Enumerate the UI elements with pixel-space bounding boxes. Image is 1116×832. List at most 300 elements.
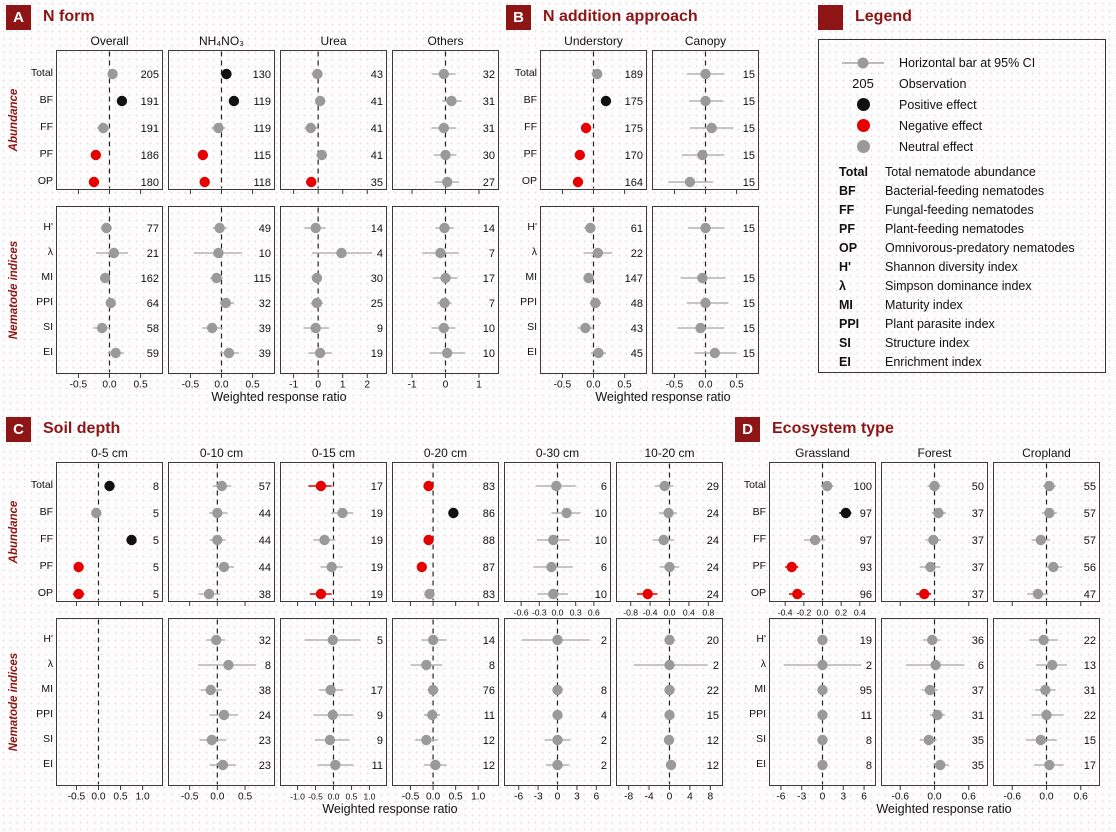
neutral-effect-point [207, 323, 217, 333]
row-label-ff: FF [40, 121, 53, 133]
neutral-effect-point [224, 348, 234, 358]
neutral-effect-point [552, 685, 562, 695]
axis-tick-label: 0.0 [816, 607, 829, 618]
neutral-effect-point [421, 660, 431, 670]
neutral-effect-point [1048, 562, 1058, 572]
neutral-effect-point [439, 223, 449, 233]
forest-column [280, 446, 387, 802]
abundance-forest-panel [168, 50, 275, 206]
neutral-effect-point [710, 348, 720, 358]
negative-effect-point [573, 177, 583, 187]
neutral-effect-point [552, 760, 562, 770]
neutral-effect-point [337, 508, 347, 518]
neutral-effect-point [328, 710, 338, 720]
observation-count: 24 [706, 562, 719, 574]
neutral-effect-point [700, 223, 710, 233]
legend-square-icon [818, 5, 843, 30]
neutral-effect-point [213, 248, 223, 258]
observation-count: 23 [258, 760, 271, 772]
negative-effect-point [200, 177, 210, 187]
observation-count: 83 [482, 481, 495, 493]
neutral-effect-point [664, 660, 674, 670]
observation-count: 8 [264, 660, 271, 672]
negative-effect-point [198, 150, 208, 160]
negative-effect-point [787, 562, 797, 572]
axis-tick-label: 0.5 [133, 379, 148, 390]
panel-header [506, 4, 780, 30]
legend-observation-row [827, 73, 1097, 94]
observation-count: 15 [1083, 735, 1096, 747]
row-label-ff: FF [524, 121, 537, 133]
observation-count: 2 [600, 735, 607, 747]
observation-count: 29 [706, 481, 719, 493]
neutral-effect-point [929, 481, 939, 491]
observation-count: 7 [488, 248, 495, 260]
neutral-effect-point [700, 96, 710, 106]
observation-count: 39 [258, 323, 271, 335]
forest-column [881, 446, 988, 802]
panel-group-ecosystem-type [735, 416, 1113, 816]
observation-count: 38 [258, 589, 271, 601]
axis-tick-label: -0.5 [67, 791, 86, 802]
neutral-effect-point [100, 273, 110, 283]
axis-tick-label: 0.0 [214, 379, 229, 390]
observation-count: 44 [258, 562, 271, 574]
axis-tick-label: -0.6 [513, 607, 529, 618]
panel-group-n-addition-approach [506, 4, 780, 404]
axis-tick-label: -0.5 [665, 379, 684, 390]
axis-tick-label: 0.0 [327, 791, 340, 802]
neutral-effect-point [552, 710, 562, 720]
observation-count: 10 [482, 323, 495, 335]
neutral-effect-point [207, 735, 217, 745]
legend-spacer [827, 157, 1097, 165]
row-label-total: Total [30, 67, 53, 79]
indices-forest-panel [168, 618, 275, 802]
abbreviation-term: H' [839, 260, 851, 274]
legend-effect-label: Neutral effect [899, 139, 974, 154]
observation-count: 2 [712, 660, 719, 672]
abbreviation-term: FF [839, 203, 855, 217]
axis-tick-label: -0.5 [180, 791, 199, 802]
axis-tick-label: 1 [339, 379, 346, 390]
observation-count: 5 [152, 589, 159, 601]
observation-count: 15 [742, 348, 755, 360]
observation-count: 2 [865, 660, 872, 672]
abbreviation-definition: Total nematode abundance [885, 165, 1036, 179]
observation-count: 12 [482, 735, 495, 747]
forest-columns [56, 34, 499, 390]
observation-count: 37 [971, 535, 984, 547]
observation-count: 12 [482, 760, 495, 772]
indices-forest-panel [280, 618, 387, 802]
legend-effect-row [827, 94, 1097, 115]
neutral-effect-point [325, 735, 335, 745]
observation-count: 93 [859, 562, 872, 574]
observation-count: 8 [152, 481, 159, 493]
observation-count: 17 [370, 685, 383, 697]
row-label-bf: BF [752, 506, 766, 518]
abbreviation-term: λ [839, 279, 846, 293]
positive-effect-point [601, 96, 611, 106]
observation-count: 180 [140, 177, 159, 189]
abbreviation-term: MI [839, 298, 853, 312]
neutral-effect-point [107, 69, 117, 79]
axis-tick-label: -0.4 [777, 607, 793, 618]
axis-tick-label: -0.5 [553, 379, 572, 390]
neutral-effect-point [700, 298, 710, 308]
neutral-effect-point [428, 635, 438, 645]
abbreviation-term: OP [839, 241, 858, 255]
panel-letter-b: B [506, 5, 531, 30]
forest-column [392, 446, 499, 802]
abbreviation-definition: Simpson dominance index [885, 279, 1032, 293]
observation-count: 147 [624, 273, 643, 285]
observation-count: 119 [253, 96, 271, 108]
observation-count: 61 [630, 223, 643, 235]
negative-effect-point [792, 589, 802, 599]
panel-header [6, 4, 502, 30]
neutral-effect-point [212, 535, 222, 545]
observation-count: 22 [1083, 635, 1096, 647]
observation-count: 25 [370, 298, 383, 310]
observation-count: 19 [859, 635, 872, 647]
neutral-effect-point [925, 562, 935, 572]
row-label-index: EI [43, 758, 53, 770]
neutral-effect-point [98, 123, 108, 133]
neutral-effect-point [1040, 685, 1050, 695]
axis-tick-label: 0.0 [102, 379, 117, 390]
neutral-effect-point [442, 348, 452, 358]
observation-count: 19 [370, 508, 383, 520]
abundance-forest-panel [540, 50, 647, 206]
neutral-effect-point [552, 735, 562, 745]
axis-tick-label: 0.4 [682, 607, 695, 618]
negative-effect-point [575, 150, 585, 160]
observation-example-value: 205 [852, 76, 874, 91]
row-label-index: λ [47, 658, 53, 670]
indices-forest-panel [56, 206, 163, 390]
indices-forest-panel [540, 206, 647, 390]
row-label-bf: BF [523, 94, 537, 106]
observation-count: 32 [258, 635, 271, 647]
axis-tick-label: 0.5 [345, 791, 358, 802]
neutral-effect-point [106, 298, 116, 308]
legend-abbreviation-row [827, 279, 1097, 298]
abundance-forest-panel [280, 462, 387, 618]
column-header: 0-15 cm [311, 446, 356, 460]
axis-tick-label: -0.5 [69, 379, 88, 390]
row-label-index: MI [41, 271, 53, 283]
axis-tick-label: -1.0 [290, 791, 305, 802]
observation-count: 100 [853, 481, 872, 493]
column-header: NH₄NO₃ [198, 34, 245, 48]
observation-count: 10 [594, 589, 607, 601]
neutral-effect-point [221, 298, 231, 308]
negative-effect-point [316, 481, 326, 491]
observation-count: 21 [146, 248, 159, 260]
row-label-pf: PF [523, 148, 537, 160]
observation-count: 9 [376, 710, 383, 722]
observation-count: 115 [253, 150, 271, 162]
axis-tick-label: -1 [407, 379, 417, 390]
axis-tick-label: 8 [707, 791, 714, 802]
neutral-effect-point [664, 685, 674, 695]
observation-count: 35 [971, 735, 984, 747]
observation-count: 13 [1083, 660, 1096, 672]
observation-count: 19 [370, 535, 383, 547]
forest-columns [769, 446, 1100, 802]
forest-columns [540, 34, 759, 390]
negative-effect-point [91, 150, 101, 160]
observation-count: 36 [971, 635, 984, 647]
observation-count: 175 [624, 123, 643, 135]
legend-ci-label: Horizontal bar at 95% CI [899, 55, 1036, 70]
neutral-effect-point [440, 273, 450, 283]
negative-effect-point [73, 562, 83, 572]
row-label-op: OP [37, 587, 53, 599]
axis-tick-label: -0.5 [308, 791, 323, 802]
neutral-effect-point [211, 635, 221, 645]
legend-abbreviation-row [827, 298, 1097, 317]
legend-title: Legend [855, 8, 912, 25]
observation-count: 6 [600, 481, 607, 493]
axis-tick-label: 0 [442, 379, 449, 390]
observation-count: 15 [742, 69, 755, 81]
side-label-nematode-indices: Nematode indices [8, 652, 20, 752]
observation-count: 24 [706, 535, 719, 547]
observation-count: 87 [482, 562, 495, 574]
abbreviation-definition: Maturity index [885, 298, 963, 312]
neutral-effect-point [930, 660, 940, 670]
row-label-op: OP [37, 175, 53, 187]
positive-effect-point [117, 96, 127, 106]
neutral-effect-point [664, 710, 674, 720]
axis-tick-label: -0.5 [181, 379, 200, 390]
observation-count: 130 [252, 69, 271, 81]
forest-column [652, 34, 759, 390]
axis-tick-label: -3 [797, 791, 807, 802]
observation-count: 15 [742, 273, 755, 285]
axis-tick-label: 0.0 [927, 791, 942, 802]
neutral-effect-point [1036, 535, 1046, 545]
indices-forest-panel [504, 618, 611, 802]
observation-count: 24 [706, 508, 719, 520]
row-label-index: λ [47, 246, 53, 258]
axis-tick-label: 0 [315, 379, 321, 390]
neutral-effect-point [817, 660, 827, 670]
neutral-effect-point [1038, 635, 1048, 645]
observation-count: 56 [1083, 562, 1096, 574]
row-label-index: PPI [36, 708, 53, 720]
observation-count: 15 [742, 223, 755, 235]
abbreviation-term: BF [839, 184, 856, 198]
observation-count: 14 [482, 223, 495, 235]
forest-column [56, 446, 163, 802]
legend-effect-label: Positive effect [899, 97, 977, 112]
neutral-effect-point [707, 123, 717, 133]
observation-count: 186 [140, 150, 159, 162]
indices-forest-panel [280, 206, 387, 390]
forest-column [168, 446, 275, 802]
row-labels-gutter [22, 446, 56, 802]
axis-tick-label: 0 [666, 791, 673, 802]
neutral-effect-point [218, 760, 228, 770]
positive-effect-point [126, 535, 136, 545]
abbreviation-definition: Plant parasite index [885, 317, 995, 331]
observation-count: 59 [146, 348, 159, 360]
observation-count: 8 [488, 660, 495, 672]
row-label-ff: FF [40, 533, 53, 545]
legend-abbreviation-row [827, 336, 1097, 355]
neutral-effect-point [1036, 735, 1046, 745]
observation-count: 57 [1083, 508, 1096, 520]
legend-box [818, 39, 1106, 373]
axis-tick-label: -0.6 [1003, 791, 1022, 802]
observation-count: 47 [1083, 589, 1096, 601]
observation-count: 44 [258, 508, 271, 520]
legend-panel [818, 4, 1114, 373]
neutral-effect-point [927, 635, 937, 645]
neutral-effect-point [223, 660, 233, 670]
observation-count: 20 [706, 635, 719, 647]
negative-effect-point [642, 589, 652, 599]
observation-count: 2 [600, 760, 607, 772]
x-axis-label: Weighted response ratio [595, 390, 731, 404]
abundance-forest-panel [504, 462, 611, 618]
row-label-op: OP [521, 175, 537, 187]
neutral-effect-point [1044, 481, 1054, 491]
axis-tick-label: -1 [289, 379, 299, 390]
negative-effect-dot-icon [857, 119, 870, 132]
observation-count: 10 [594, 535, 607, 547]
forest-column [56, 34, 163, 390]
observation-count: 10 [258, 248, 271, 260]
side-label-strip [6, 34, 22, 390]
panel-border [57, 619, 163, 786]
observation-count: 17 [1083, 760, 1096, 772]
neutral-effect-point [211, 273, 221, 283]
observation-count: 22 [1083, 710, 1096, 722]
neutral-effect-point [312, 298, 322, 308]
observation-count: 8 [865, 760, 872, 772]
observation-count: 5 [152, 508, 159, 520]
observation-count: 15 [742, 177, 755, 189]
abundance-forest-panel [280, 50, 387, 206]
ci-bar-icon [827, 56, 899, 70]
neutral-effect-point [1044, 508, 1054, 518]
neutral-effect-point [310, 223, 320, 233]
row-label-index: PPI [36, 296, 53, 308]
side-label-strip [6, 446, 22, 802]
axis-tick-label: 0.0 [586, 379, 601, 390]
neutral-effect-point [217, 481, 227, 491]
legend-abbreviation-row [827, 203, 1097, 222]
neutral-effect-point [548, 589, 558, 599]
forest-column [280, 34, 387, 390]
neutral-effect-point [219, 710, 229, 720]
axis-tick-label: 4 [687, 791, 693, 802]
negative-effect-point [417, 562, 427, 572]
indices-forest-panel [392, 206, 499, 390]
observation-count: 27 [482, 177, 495, 189]
abundance-forest-panel [168, 462, 275, 618]
abundance-forest-panel [993, 462, 1100, 618]
ci-bar-icon [840, 56, 886, 70]
legend-abbreviation-row [827, 222, 1097, 241]
panel-group-n-form [6, 4, 502, 404]
observation-count: 205 [140, 69, 159, 81]
neutral-effect-point [666, 760, 676, 770]
panel-letter-a: A [6, 5, 31, 30]
neutral-effect-point [590, 298, 600, 308]
observation-count: 11 [483, 710, 495, 722]
panel-body [6, 446, 724, 802]
column-header: 0-30 cm [535, 446, 580, 460]
observation-count: 45 [630, 348, 643, 360]
neutral-effect-point [552, 635, 562, 645]
negative-effect-point [316, 589, 326, 599]
axis-tick-label: 0 [819, 791, 826, 802]
observation-count: 22 [630, 248, 643, 260]
observation-count: 10 [482, 348, 495, 360]
axis-tick-label: 0.5 [617, 379, 632, 390]
neutral-effect-point [439, 298, 449, 308]
abbreviation-definition: Plant-feeding nematodes [885, 222, 1024, 236]
observation-count: 41 [370, 96, 383, 108]
indices-forest-panel [881, 618, 988, 802]
observation-count: 43 [370, 69, 383, 81]
axis-tick-label: 0.5 [113, 791, 128, 802]
legend-ci-row [827, 52, 1097, 73]
column-header: Understory [564, 34, 623, 48]
neutral-effect-point [664, 562, 674, 572]
observation-count: 191 [140, 123, 159, 135]
neutral-effect-point [1033, 589, 1043, 599]
observation-count: 119 [253, 123, 271, 135]
observation-count: 30 [482, 150, 495, 162]
axis-tick-label: 0.0 [91, 791, 106, 802]
observation-count: 7 [488, 298, 495, 310]
axis-tick-label: -8 [624, 791, 634, 802]
side-label-abundance: Abundance [8, 500, 20, 564]
positive-effect-point [448, 508, 458, 518]
axis-tick-label: 0.8 [702, 607, 715, 618]
abundance-forest-panel [392, 462, 499, 618]
axis-tick-label: 0 [554, 791, 561, 802]
column-header: 0-5 cm [91, 446, 128, 460]
axis-tick-label: 3 [840, 791, 847, 802]
effect-key [827, 98, 899, 111]
negative-effect-point [306, 177, 316, 187]
observation-count: 39 [258, 348, 271, 360]
observation-count: 35 [370, 177, 383, 189]
row-label-bf: BF [39, 506, 53, 518]
neutral-effect-point [315, 348, 325, 358]
axis-tick-label: -6 [776, 791, 786, 802]
observation-count: 77 [146, 223, 159, 235]
effect-key [827, 119, 899, 132]
axis-tick-label: 6 [593, 791, 600, 802]
axis-tick-label: -6 [514, 791, 524, 802]
observation-count: 31 [1083, 685, 1096, 697]
axis-tick-label: 1.0 [135, 791, 150, 802]
observation-count: 37 [971, 589, 984, 601]
column-header: Grassland [795, 446, 850, 460]
row-labels-gutter [735, 446, 769, 802]
neutral-effect-point [319, 535, 329, 545]
abundance-forest-panel [652, 50, 759, 206]
